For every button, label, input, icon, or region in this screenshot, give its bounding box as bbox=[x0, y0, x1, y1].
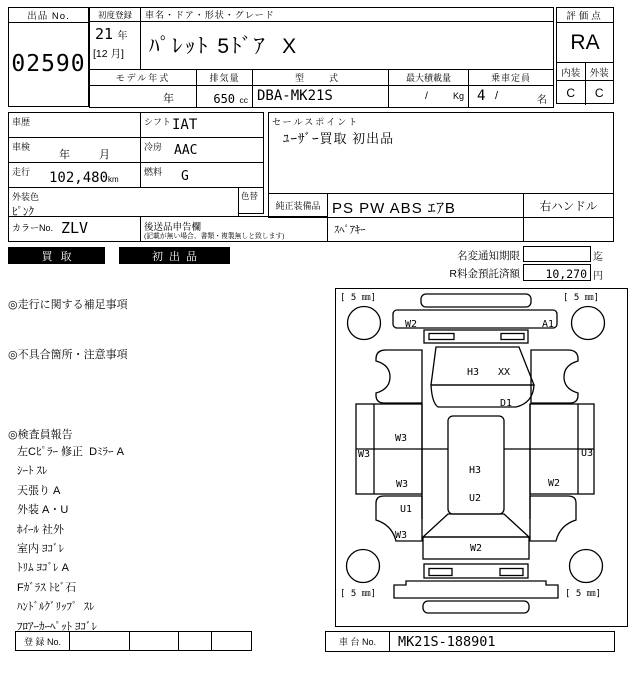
windshield-shape bbox=[431, 385, 534, 407]
steering-value: 右ハンドル bbox=[539, 200, 598, 213]
driving-notes-heading: ◎走行に関する補足事項 bbox=[8, 299, 128, 311]
sales-point-box bbox=[268, 112, 614, 194]
fuel-cell bbox=[140, 162, 264, 188]
damage-code-label: W2 bbox=[469, 543, 483, 554]
name-change-suffix: 迄 bbox=[593, 252, 603, 263]
defects-heading: ◎不具合箇所・注意事項 bbox=[8, 349, 128, 361]
color-no-value: ZLV bbox=[61, 219, 89, 237]
tire-tread-label: [ 5 ㎜] bbox=[563, 293, 600, 303]
tire-tread-label: [ 5 ㎜] bbox=[565, 589, 602, 599]
later-items-cell bbox=[140, 216, 328, 242]
inspection-cell bbox=[8, 137, 141, 163]
vehicle-name-label: 車名・ドア・形状・グレード bbox=[145, 10, 275, 20]
displacement-label: 排気量 bbox=[197, 70, 252, 86]
aircon-cell bbox=[140, 137, 264, 163]
rear-bumper-shape bbox=[394, 581, 558, 598]
tire-icon-rear-left bbox=[347, 550, 380, 583]
interior-label: 内装 bbox=[561, 67, 581, 79]
inspector-report-item: 左Cﾋﾟﾗｰ 修正 Dﾐﾗｰ A bbox=[17, 446, 124, 458]
exhibit-no-value: 02590 bbox=[11, 51, 86, 77]
registration-no-label: 登 録 No. bbox=[23, 636, 61, 647]
inspector-report-heading: ◎検査員報告 bbox=[8, 429, 73, 441]
model-year-cell bbox=[89, 69, 197, 108]
exhibit-no-box bbox=[8, 7, 89, 107]
vehicle-name-box bbox=[140, 7, 554, 70]
displacement-cell bbox=[196, 69, 253, 108]
exterior-grade: C bbox=[594, 86, 604, 100]
displacement-value: 650 bbox=[213, 92, 236, 106]
evaluation-label: 評価点 bbox=[566, 11, 604, 22]
rear-window-shape bbox=[423, 514, 529, 537]
chassis-no-box bbox=[325, 631, 615, 652]
mileage-unit: km bbox=[108, 175, 119, 184]
damage-code-label: U3 bbox=[580, 448, 594, 459]
damage-code-label: W3 bbox=[357, 449, 371, 460]
evaluation-box bbox=[556, 7, 614, 104]
inspector-report-item: 天張り A bbox=[17, 484, 61, 497]
fuel-label: 燃料 bbox=[144, 167, 163, 177]
damage-code-label: U1 bbox=[399, 504, 413, 515]
inspector-report-item: ﾊﾝﾄﾞﾙｸﾞﾘｯﾌﾟ ｽﾚ bbox=[17, 601, 95, 614]
rear-fender-right-shape bbox=[530, 496, 576, 541]
tire-icon-front-left bbox=[348, 307, 381, 340]
registration-no-cell bbox=[130, 632, 179, 650]
later-items-note: (記載が無い場合、書類・複製無しと致します) bbox=[144, 233, 285, 240]
model-year-value: 年 bbox=[163, 93, 174, 105]
spare-key-value: ｽﾍﾟｱｷｰ bbox=[334, 224, 366, 236]
front-lamp-left-shape bbox=[429, 334, 454, 340]
mileage-cell bbox=[8, 162, 141, 188]
empty-cell bbox=[523, 217, 614, 242]
interior-grade: C bbox=[566, 86, 576, 100]
equipment-label-cell bbox=[268, 193, 328, 218]
damage-code-label: H3 bbox=[468, 465, 482, 476]
model-code-label: 型 式 bbox=[253, 70, 388, 86]
inspector-report-item: ﾎｲｰﾙ 社外 bbox=[17, 523, 65, 536]
front-edge-shape bbox=[421, 294, 531, 307]
vehicle-name-value: ﾊﾟﾚｯﾄ 5ﾄﾞｱ X bbox=[149, 35, 299, 58]
front-fender-right-shape bbox=[531, 350, 578, 403]
first-registration-box bbox=[89, 7, 141, 70]
damage-code-label: W2 bbox=[404, 319, 418, 330]
tire-icon-front-right bbox=[572, 307, 605, 340]
rear-lamp-right-shape bbox=[500, 569, 523, 576]
recycle-fee-value: 10,270 bbox=[545, 267, 587, 281]
exterior-color-cell bbox=[8, 187, 239, 217]
tire-icon-rear-right bbox=[570, 550, 603, 583]
damage-code-label: W2 bbox=[547, 478, 561, 489]
front-lamp-right-shape bbox=[501, 334, 524, 340]
shift-label: シフト bbox=[144, 117, 172, 127]
damage-diagram bbox=[336, 289, 626, 625]
sales-point-value: ﾕｰｻﾞｰ買取 初出品 bbox=[283, 131, 395, 146]
inspector-report-item: Fｶﾞﾗｽ ﾄﾋﾞ石 bbox=[17, 581, 77, 594]
color-no-label: カラーNo. bbox=[12, 223, 54, 233]
spare-key-cell bbox=[327, 217, 524, 242]
registration-no-table bbox=[15, 631, 252, 651]
buyout-badge: 買取 bbox=[8, 247, 105, 264]
mileage-label: 走行 bbox=[12, 167, 31, 177]
equipment-value: PS PW ABS ｴｱB bbox=[332, 200, 456, 217]
front-cowl-shape bbox=[424, 330, 528, 343]
max-load-cell bbox=[388, 69, 469, 108]
recycle-fee-label: R料金預託済額 bbox=[449, 268, 520, 280]
inspection-month-suffix: 月 bbox=[99, 149, 110, 161]
max-load-label: 最大積載量 bbox=[389, 70, 468, 86]
damage-code-label: A1 bbox=[541, 319, 555, 330]
damage-code-label: H3 bbox=[466, 367, 480, 378]
inspector-report-item: 外装 A・U bbox=[17, 504, 69, 517]
fuel-value: G bbox=[181, 169, 189, 184]
rear-edge-shape bbox=[423, 601, 529, 613]
capacity-cell bbox=[468, 69, 554, 108]
hood-shape bbox=[431, 347, 534, 385]
capacity-value: 4 bbox=[477, 88, 486, 104]
later-items-label: 後送品申告欄 bbox=[144, 222, 202, 233]
aircon-value: AAC bbox=[174, 143, 198, 158]
damage-code-label: W3 bbox=[394, 530, 408, 541]
damage-diagram-box bbox=[335, 288, 628, 627]
inspector-report-list bbox=[17, 443, 317, 637]
first-registration-month: [12 月] bbox=[93, 48, 124, 60]
capacity-label: 乗車定員 bbox=[469, 70, 553, 86]
inspector-report-item: 室内 ﾖｺﾞﾚ bbox=[17, 543, 65, 556]
damage-code-label: W3 bbox=[394, 433, 408, 444]
first-registration-label: 初度登録 bbox=[97, 9, 132, 20]
inspector-report-item: ﾌﾛｱｰｶｰﾍﾟｯﾄ ﾖｺﾞﾚ bbox=[17, 620, 98, 633]
inspector-report-item: ｼｰﾄ ｽﾚ bbox=[17, 465, 48, 478]
recycle-fee-suffix: 円 bbox=[593, 271, 603, 282]
model-code-cell bbox=[252, 69, 389, 108]
exterior-color-value: ﾋﾟﾝｸ bbox=[12, 206, 34, 218]
color-change-cell bbox=[238, 187, 264, 214]
equipment-label: 純正装備品 bbox=[275, 201, 321, 211]
color-no-cell bbox=[8, 216, 141, 242]
chassis-no-label: 車 台 No. bbox=[338, 637, 376, 647]
max-load-value: / bbox=[425, 90, 428, 102]
mileage-value: 102,480 bbox=[49, 170, 109, 186]
damage-code-label: U2 bbox=[468, 493, 482, 504]
model-code-value: DBA-MK21S bbox=[257, 88, 333, 104]
equipment-value-cell bbox=[327, 193, 524, 218]
history-label: 車歴 bbox=[12, 117, 31, 127]
steering-cell bbox=[523, 193, 614, 218]
damage-code-label: D1 bbox=[499, 398, 513, 409]
registration-no-cell bbox=[70, 632, 130, 650]
shift-value: IAT bbox=[172, 117, 198, 133]
inspection-year-suffix: 年 bbox=[59, 149, 70, 161]
inspector-report-item: ﾄﾘﾑ ﾖｺﾞﾚ A bbox=[17, 562, 69, 575]
damage-code-label: XX bbox=[497, 367, 511, 378]
exterior-color-label: 外装色 bbox=[12, 192, 40, 202]
first-registration-year: 21 年 bbox=[95, 25, 128, 43]
exterior-label: 外装 bbox=[589, 67, 609, 79]
sales-point-label: セールスポイント bbox=[272, 117, 360, 127]
displacement-unit: cc bbox=[239, 95, 248, 105]
chassis-no-value: MK21S-188901 bbox=[398, 633, 496, 650]
rear-lamp-left-shape bbox=[429, 569, 452, 576]
front-bumper-shape bbox=[393, 310, 557, 328]
capacity-unit: 名 bbox=[537, 95, 547, 106]
exhibit-no-label: 出品 No. bbox=[27, 11, 70, 22]
registration-no-cell bbox=[179, 632, 212, 650]
name-change-label: 名変通知期限 bbox=[457, 250, 520, 262]
first-listing-badge: 初出品 bbox=[119, 247, 230, 264]
capacity-separator: / bbox=[495, 90, 499, 102]
front-fender-left-shape bbox=[376, 350, 422, 403]
name-change-value-box bbox=[523, 246, 591, 262]
registration-no-cell bbox=[212, 632, 251, 650]
model-year-label: モデル年式 bbox=[90, 70, 196, 86]
color-change-label: 色替 bbox=[241, 191, 259, 201]
shift-cell bbox=[140, 112, 264, 138]
history-cell bbox=[8, 112, 141, 138]
damage-code-label: W3 bbox=[395, 479, 409, 490]
tire-tread-label: [ 5 ㎜] bbox=[340, 293, 377, 303]
evaluation-score: RA bbox=[570, 30, 600, 54]
recycle-fee-box bbox=[523, 264, 591, 281]
max-load-unit: Kg bbox=[452, 91, 464, 101]
damage-code-labels bbox=[358, 319, 593, 554]
aircon-label: 冷房 bbox=[144, 142, 163, 152]
inspection-label: 車検 bbox=[12, 142, 31, 152]
tire-tread-label: [ 5 ㎜] bbox=[340, 589, 377, 599]
